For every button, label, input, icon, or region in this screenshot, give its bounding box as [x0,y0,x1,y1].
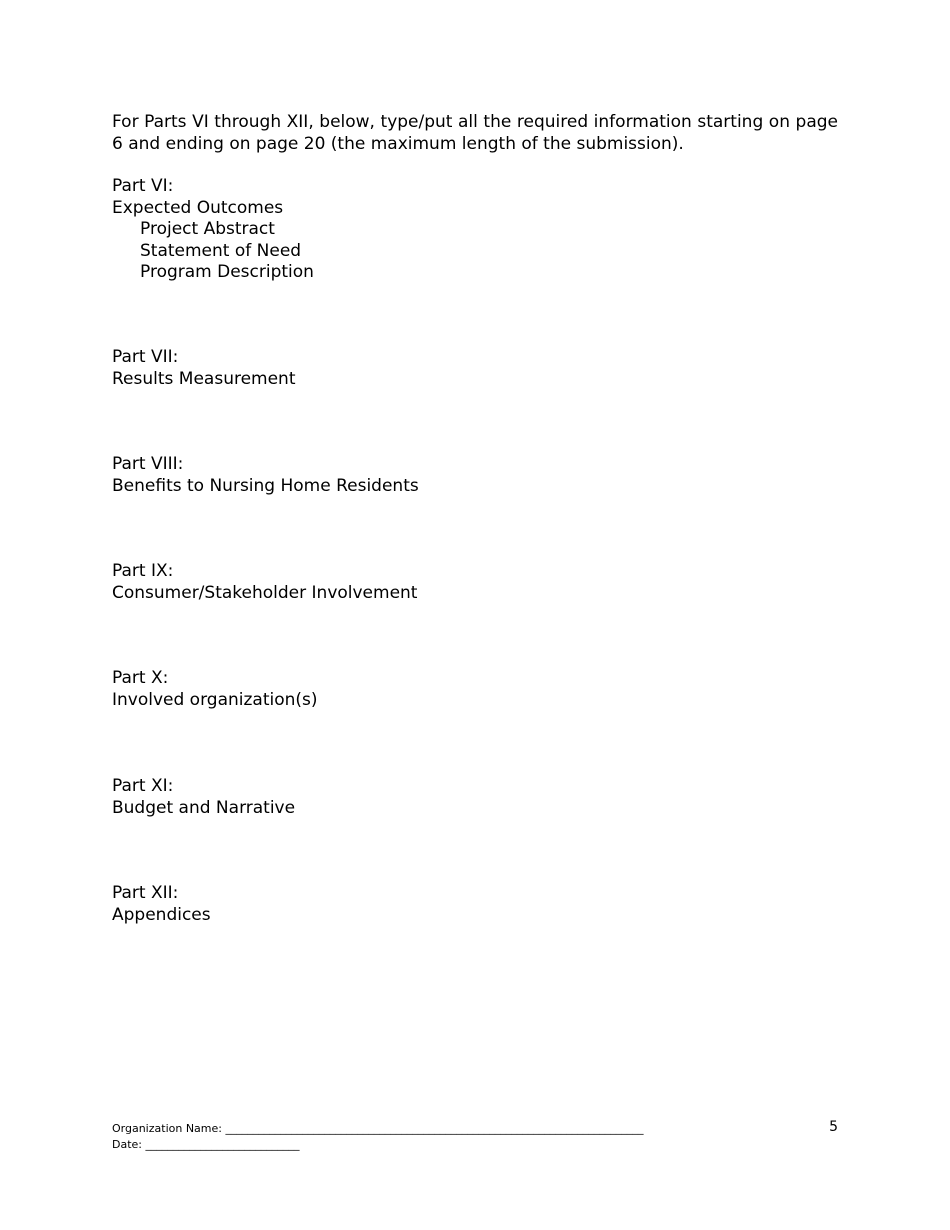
subitem-project-abstract: Project Abstract [140,219,275,239]
part-xii [112,883,838,926]
part-heading: Part VIII: [112,454,184,474]
organization-name-line: Organization Name: ____________________________________________________________________________ [112,1122,644,1135]
part-title: Involved organization(s) [112,689,318,710]
part-heading: Part X: [112,668,169,688]
page-number: 5 [829,1119,838,1135]
part-title: Appendices [112,904,211,925]
part-heading: Part VI: [112,176,174,196]
intro-paragraph: For Parts VI through XII, below, type/put all the required information starting on page 6 and ending on page 20 (the maximum length of the submission). [112,112,838,154]
page-footer [112,1121,838,1153]
intro-block [112,112,838,155]
part-xi [112,776,838,819]
date-line: Date: ____________________________ [112,1138,300,1151]
part-vii [112,347,838,390]
part-title: Expected Outcomes [112,197,284,218]
part-heading: Part XII: [112,883,179,903]
part-title: Consumer/Stakeholder Involvement [112,582,418,603]
part-title: Benefits to Nursing Home Residents [112,475,419,496]
part-title: Budget and Narrative [112,797,296,818]
part-title: Results Measurement [112,368,296,389]
part-heading: Part IX: [112,561,174,581]
part-heading: Part VII: [112,347,179,367]
part-heading: Part XI: [112,776,174,796]
part-viii [112,454,838,497]
part-x [112,668,838,711]
part-ix [112,561,838,604]
subitem-statement-of-need: Statement of Need [140,240,302,261]
part-vi [112,176,838,284]
subitem-program-description: Program Description [140,262,314,282]
